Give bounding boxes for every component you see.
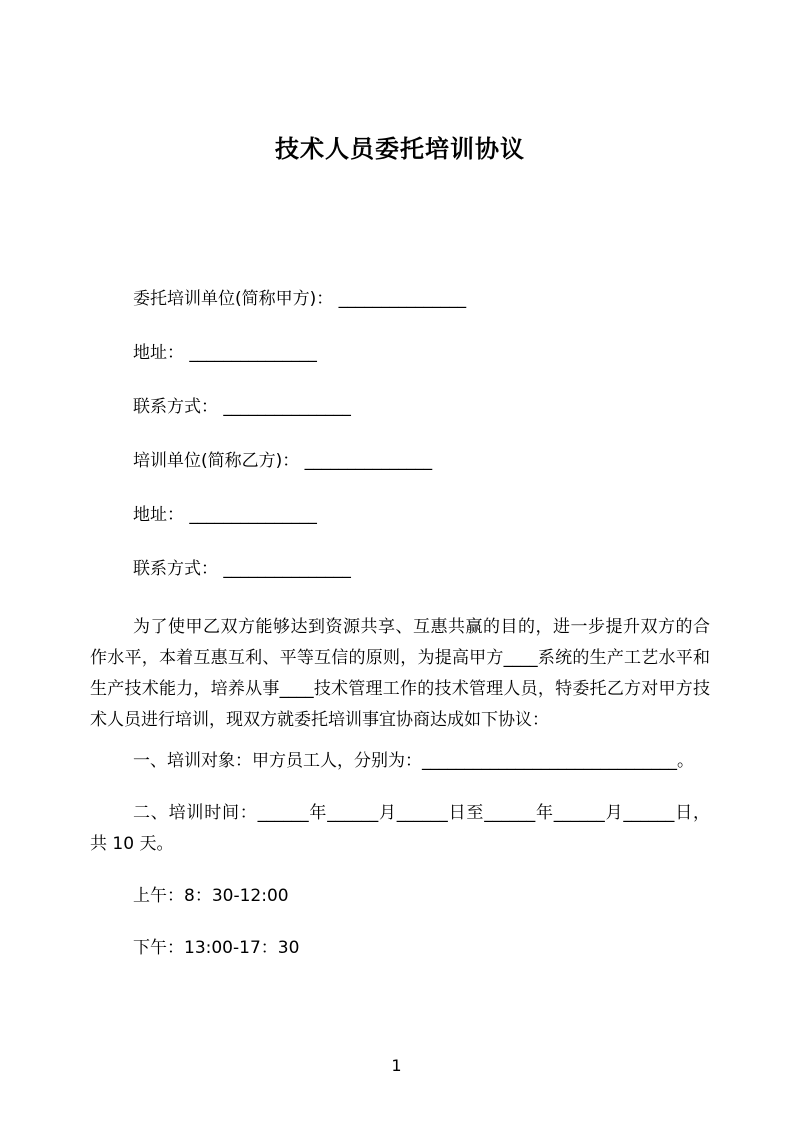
field-line-party-a: [90, 288, 710, 310]
blank-line: _______________: [304, 451, 433, 471]
page-number: 1: [391, 1056, 402, 1075]
field-label: 地址：: [133, 505, 184, 525]
blank-line: _______________: [189, 343, 317, 363]
field-line-party-b: [90, 450, 710, 472]
blank-line: _______________: [338, 289, 467, 309]
field-label: 联系方式：: [133, 559, 218, 579]
page-title: 技术人员委托培训协议: [275, 135, 525, 163]
party-info-fields: [90, 288, 710, 580]
clause-training-target: 一、培训对象：甲方员工人，分别为：______________________________。: [133, 751, 694, 771]
field-label: 委托培训单位(简称甲方)：: [133, 289, 334, 309]
field-label: 培训单位(简称乙方)：: [133, 451, 300, 471]
blank-line: _______________: [223, 559, 351, 579]
field-label: 联系方式：: [133, 397, 218, 417]
field-line-party-b-contact: [90, 558, 710, 580]
blank-line: _______________: [223, 397, 351, 417]
intro-paragraph: 为了使甲乙双方能够达到资源共享、互惠共赢的目的，进一步提升双方的合作水平，本着互惠互利、平等互信的原则，为提高甲方____系统的生产工艺水平和生产技术能力，培养从事____技术管理工作的技术管理人员，特委托乙方对甲方技术人员进行培训，现双方就委托培训事宜协商达成如下协议：: [90, 617, 710, 730]
field-line-party-a-contact: [90, 396, 710, 418]
blank-line: _______________: [189, 505, 317, 525]
field-line-party-a-address: [90, 342, 710, 364]
clause-training-time: 二、培训时间：______年______月______日至______年______月______日，共 10 天。: [90, 803, 710, 854]
field-line-party-b-address: [90, 504, 710, 526]
schedule-morning: 上午：8：30-12:00: [133, 886, 289, 906]
schedule-afternoon: 下午：13:00-17：30: [133, 938, 300, 958]
field-label: 地址：: [133, 343, 184, 363]
